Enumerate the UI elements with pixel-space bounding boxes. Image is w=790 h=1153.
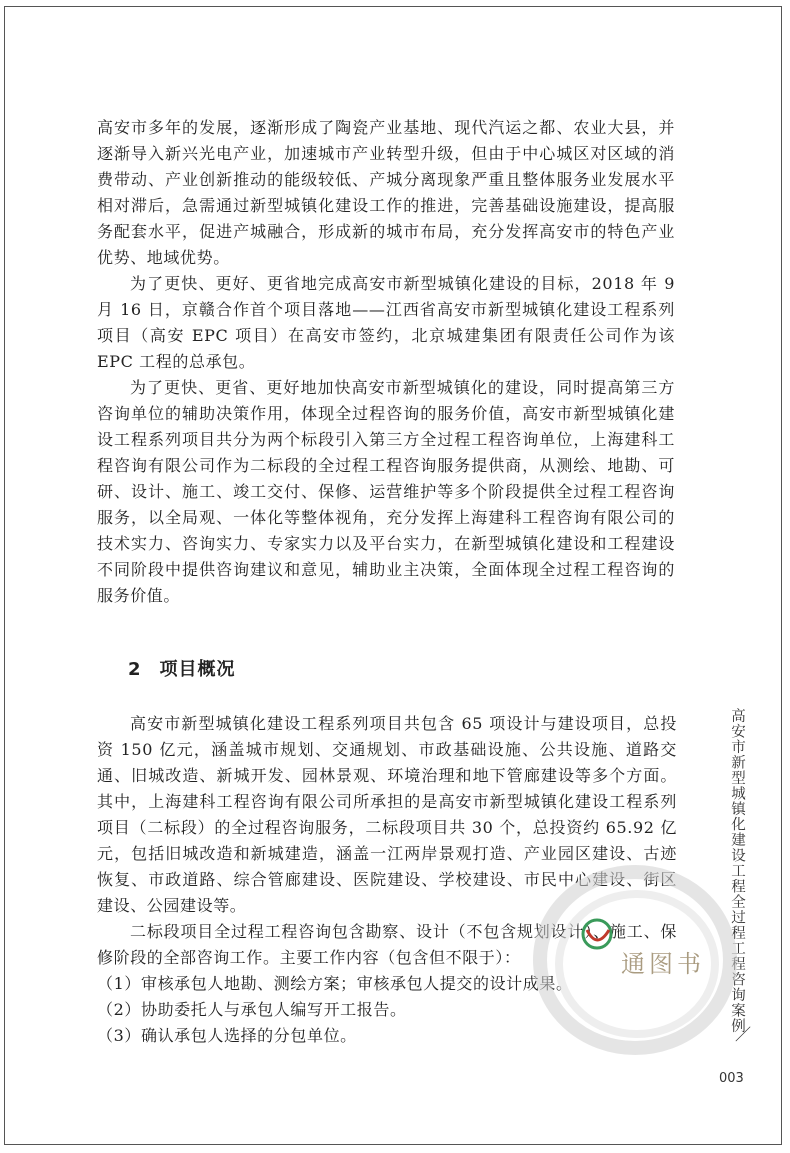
- paragraph-2: 为了更快、更好、更省地完成高安市新型城镇化建设的目标，2018 年 9 月 16 日，京赣合作首个项目落地——江西省高安市新型城镇化建设工程系列项目（高安 EPC 项目）在高安市签约，北京城建集团有限责任公司作为该 EPC 工程的总承包。: [97, 274, 675, 371]
- work-item-3: （3）确认承包人选择的分包单位。: [97, 1026, 357, 1045]
- work-item-1: （1）审核承包人地勘、测绘方案；审核承包人提交的设计成果。: [97, 974, 573, 993]
- svg-text:通图书: 通图书: [621, 950, 705, 978]
- section-number: 2: [128, 659, 142, 680]
- section-paragraph-1: 高安市新型城镇化建设工程系列项目共包含 65 项设计与建设项目，总投资 150 亿元，涵盖城市规划、交通规划、市政基础设施、公共设施、道路交通、旧城改造、新城开发、园林景观、环境治理和地下管廊建设等多个方面。其中，上海建科工程咨询有限公司所承担的是高安市新型城镇化建设工程系列项目（二标段）的全过程咨询服务，二标段项目共 30 个，总投资约 65.92 亿元，包括旧城改造和新城建造，涵盖一江两岸景观打造、产业园区建设、古迹恢复、市政道路、综合管廊建设、医院建设、学校建设、市民中心建设、街区建设、公园建设等。: [97, 714, 677, 915]
- intro-text: [97, 115, 675, 609]
- page-number: 003: [719, 1071, 744, 1086]
- side-slash: ／: [735, 1025, 752, 1044]
- paragraph-3: 为了更快、更省、更好地加快高安市新型城镇化的建设，同时提高第三方咨询单位的辅助决策作用，体现全过程咨询的服务价值，高安市新型城镇化建设工程系列项目共分为两个标段引入第三方全过程工程咨询单位，上海建科工程咨询有限公司作为二标段的全过程工程咨询服务提供商，从测绘、地勘、可研、设计、施工、竣工交付、保修、运营维护等多个阶段提供全过程工程咨询服务，以全局观、一体化等整体视角，充分发挥上海建科工程咨询有限公司的技术实力、咨询实力、专家实力以及平台实力，在新型城镇化建设和工程建设不同阶段中提供咨询建议和意见，辅助业主决策，全面体现全过程工程咨询的服务价值。: [97, 378, 675, 605]
- section-title: 项目概况: [159, 659, 236, 680]
- section-body: [97, 711, 677, 1049]
- paragraph-1: 高安市多年的发展，逐渐形成了陶瓷产业基地、现代汽运之都、农业大县，并逐渐导入新兴光电产业，加速城市产业转型升级，但由于中心城区对区域的消费带动、产业创新推动的能级较低、产城分离现象严重且整体服务业发展水平相对滞后，急需通过新型城镇化建设工作的推进，完善基础设施建设，提高服务配套水平，促进产城融合，形成新的城市布局，充分发挥高安市的特色产业优势、地域优势。: [97, 118, 675, 267]
- running-side-title: 高安市新型城镇化建设工程全过程工程咨询案例: [729, 708, 745, 1034]
- work-item-2: （2）协助委托人与承包人编写开工报告。: [97, 1000, 407, 1019]
- section-heading: [128, 655, 236, 681]
- section-paragraph-2: 二标段项目全过程工程咨询包含勘察、设计（不包含规划设计）、施工、保修阶段的全部咨询工作。主要工作内容（包含但不限于）：: [97, 922, 677, 967]
